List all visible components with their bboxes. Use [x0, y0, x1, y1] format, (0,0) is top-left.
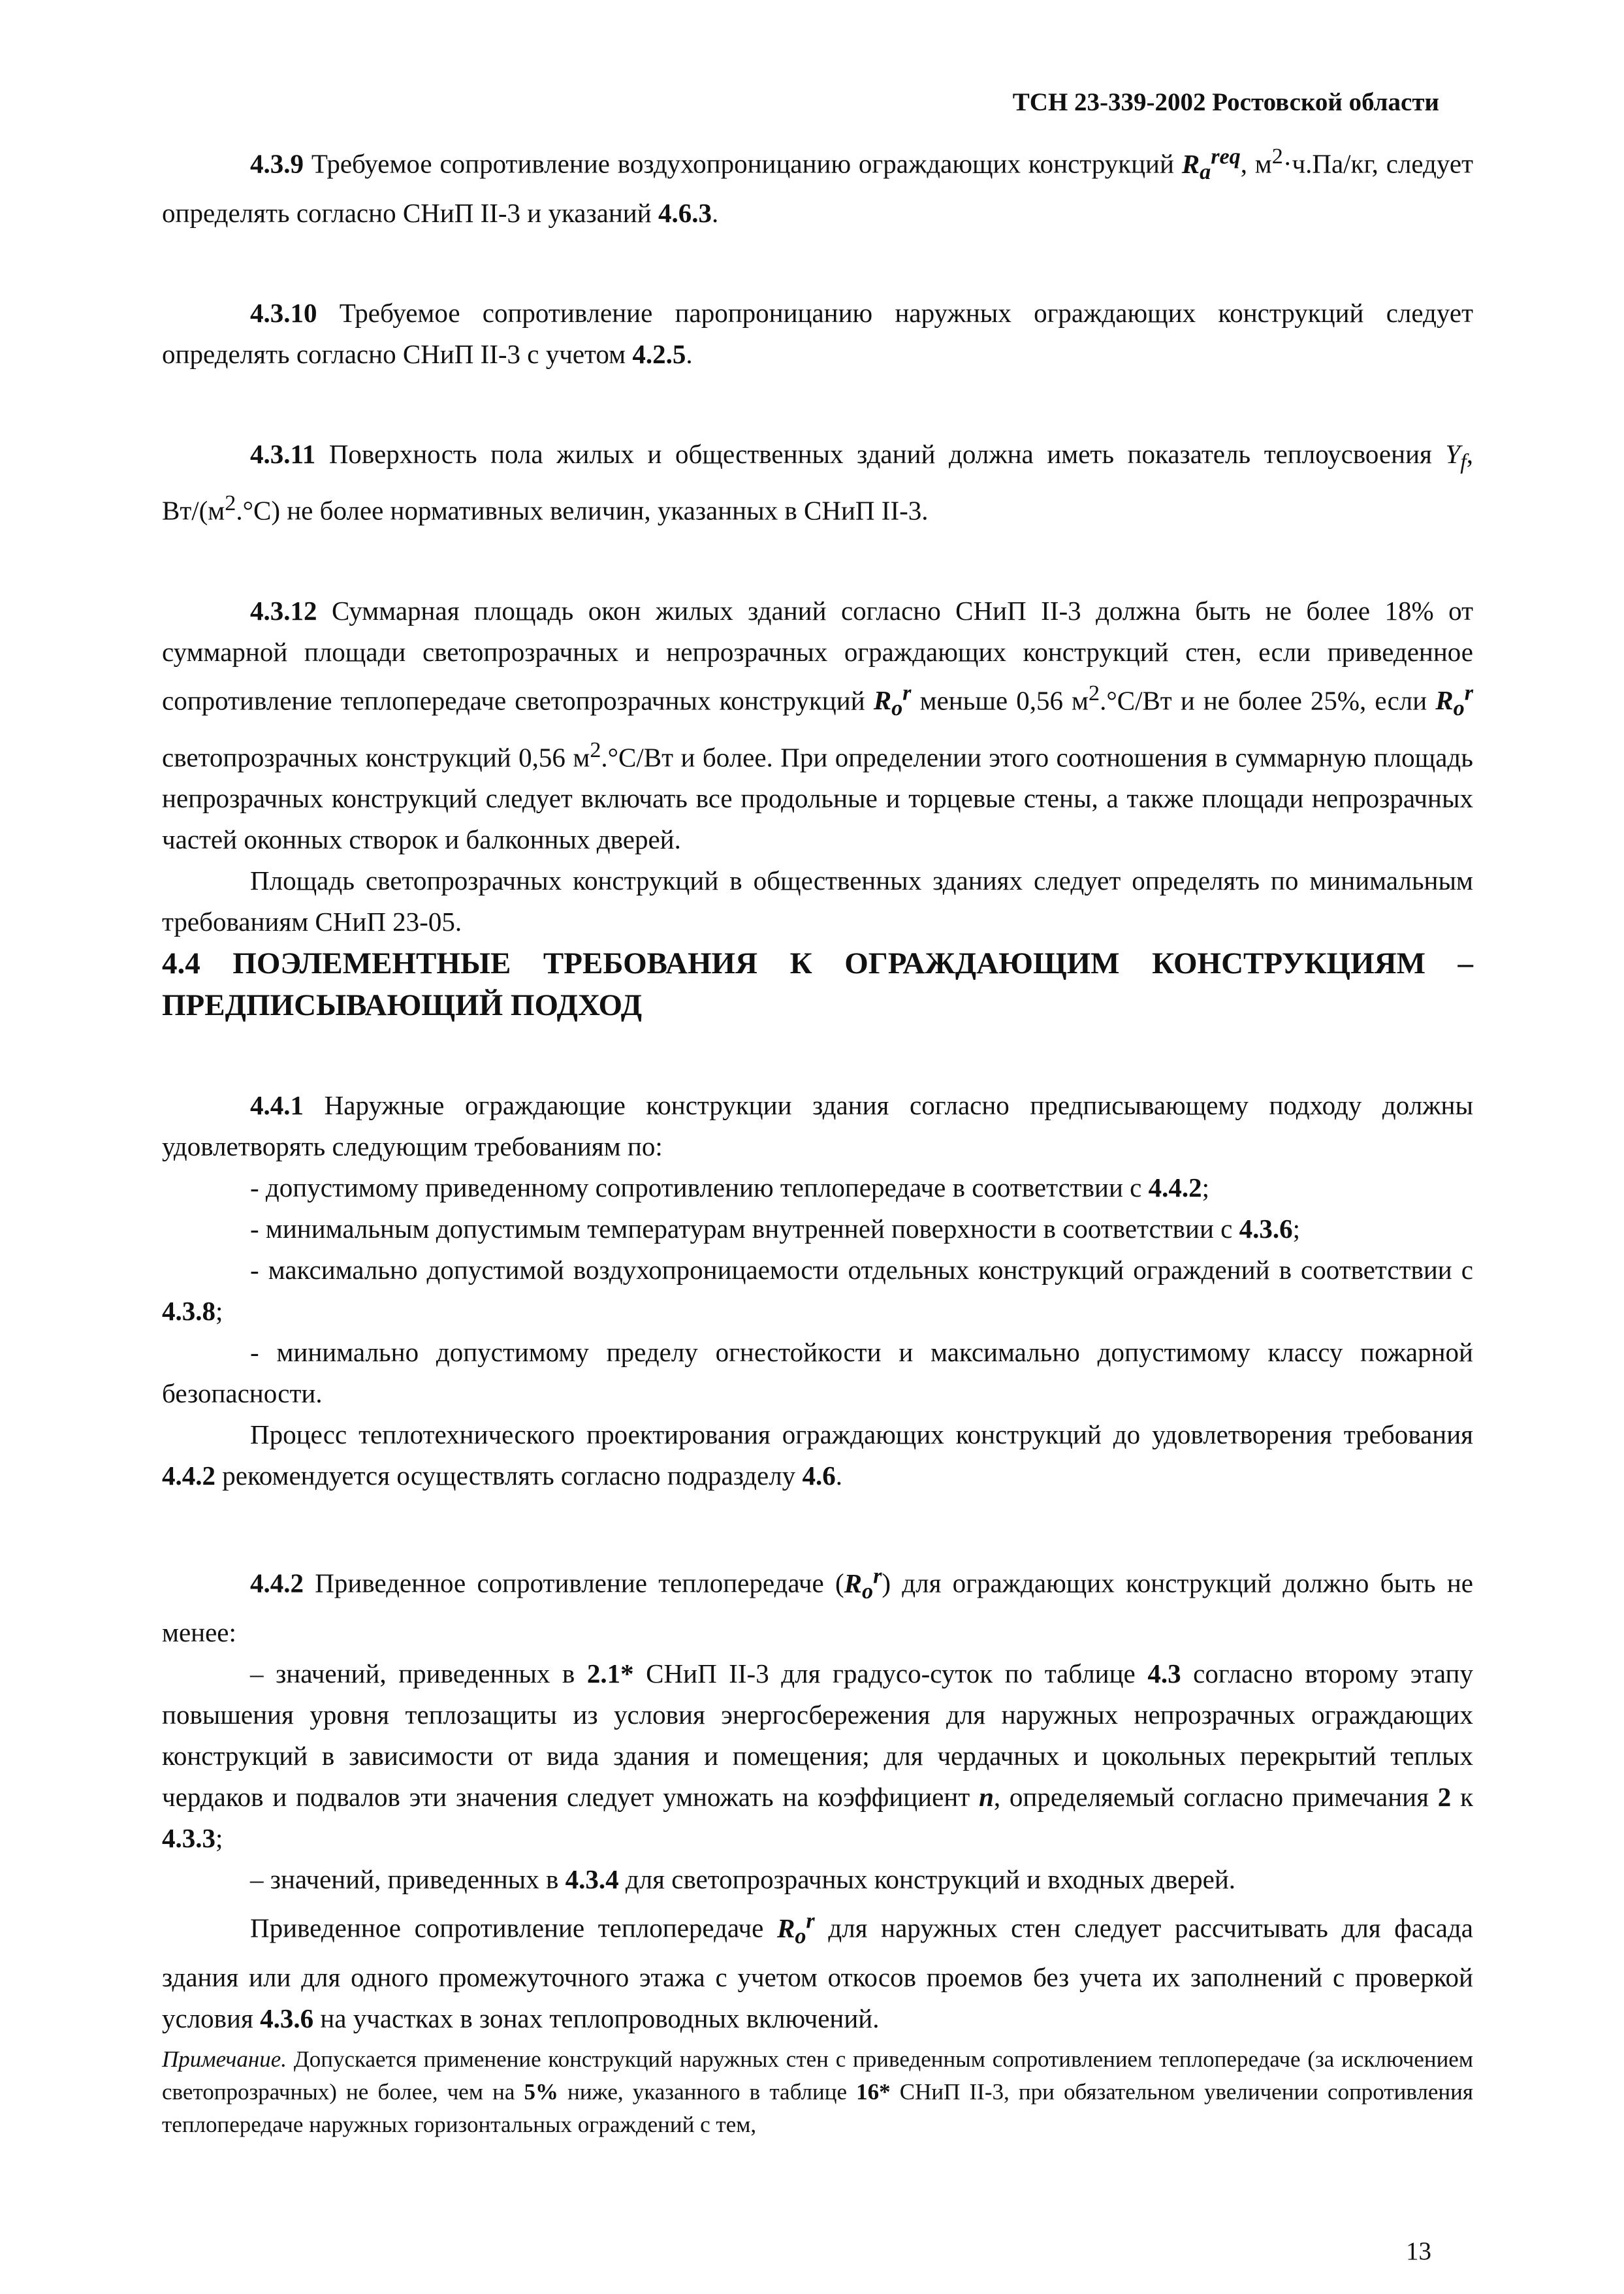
clause-number: 4.3.9: [250, 148, 304, 179]
note: Примечание. Допускается применение конструкций наружных стен с приведенным сопротивлением теплопередаче (за исключением светопрозрачных) не более, чем на 5% ниже, указанного в таблице 16* СНиП II-3, при обязательном увеличении сопротивления теплопередаче наружных горизонтальных ограждений с тем,: [162, 2046, 1473, 2137]
paragraph-4-4-1-process: Процесс теплотехнического проектирования ограждающих конструкций до удовлетворения требования 4.4.2 рекомендуется осуществлять согласно подразделу 4.6.: [162, 1419, 1473, 1491]
list-item: - минимальным допустимым температурам внутренней поверхности в соответствии с 4.3.6;: [250, 1214, 1300, 1244]
clause-number: 4.3.12: [250, 595, 317, 626]
paragraph-4-3-9: 4.3.9 Требуемое сопротивление воздухопроницанию ограждающих конструкций $R_a^{req}$, $м^2\cdot ч.Па/кг$, следует определять согласно СНиП II-3 и указаний 4.6.3.: [162, 144, 1473, 228]
clause-number: 4.3.11: [250, 438, 316, 469]
page-body: [162, 136, 1473, 2141]
clause-number: 4.3.10: [250, 297, 317, 328]
section-heading-4-4: 4.4 ПОЭЛЕМЕНТНЫЕ ТРЕБОВАНИЯ К ОГРАЖДАЮЩИМ КОНСТРУКЦИЯМ – ПРЕДПИСЫВАЮЩИЙ ПОДХОД: [162, 946, 1473, 1023]
paragraph-4-4-1: 4.4.1 Наружные ограждающие конструкции здания согласно предписывающему подходу должны удовлетворять следующим требованиям по:: [162, 1090, 1473, 1162]
list-item: – значений, приведенных в 2.1* СНиП II-3 для градусо-суток по таблице 4.3 согласно второму этапу повышения уровня теплозащиты из условия энергосбережения для наружных непрозрачных ограждающих конструкций в зависимости от вида здания и помещения; для чердачных и цокольных перекрытий теплых чердаков и подвалов эти значения следует умножать на коэффициент n, определяемый согласно примечания 2 к 4.3.3;: [162, 1658, 1473, 1854]
paragraph-4-3-11: 4.3.11 Поверхность пола жилых и общественных зданий должна иметь показатель теплоусвоения $Y_f$, $Вт/(м^2.^\circ С)$ не более нормативных величин, указанных в СНиП II-3.: [162, 438, 1473, 526]
list-item: – значений, приведенных в 4.3.4 для светопрозрачных конструкций и входных дверей.: [250, 1864, 1236, 1895]
paragraph-4-3-12: 4.3.12 Суммарная площадь окон жилых зданий согласно СНиП II-3 должна быть не более 18% от суммарной площади светопрозрачных и непрозрачных ограждающих конструкций стен, если приведенное сопротивление теплопередаче светопрозрачных конструкций $R_o^r$ меньше 0,56 $м^2.^\circ С/Вт$ и не более 25%, если $R_o^r$ светопрозрачных конструкций 0,56 $м^2.^\circ С/Вт$ и более. При определении этого соотношения в суммарную площадь непрозрачных конструкций следует включать все продольные и торцевые стены, а также площади непрозрачных частей оконных створок и балконных дверей.: [162, 595, 1473, 855]
paragraph-4-4-2: 4.4.2 Приведенное сопротивление теплопередаче $(R_o^r)$ для ограждающих конструкций должно быть не менее:: [162, 1564, 1473, 1648]
page-number: 13: [1406, 2237, 1431, 2265]
document-header: ТСН 23-339-2002 Ростовской области: [1012, 88, 1439, 116]
paragraph-4-4-2-walls: Приведенное сопротивление теплопередаче $R_o^r$ для наружных стен следует рассчитывать для фасада здания или для одного промежуточного этажа с учетом откосов проемов без учета их заполнений с проверкой условия 4.3.6 на участках в зонах теплопроводных включений.: [162, 1909, 1473, 2033]
list-item: - минимально допустимому пределу огнестойкости и максимально допустимому классу пожарной безопасности.: [162, 1337, 1473, 1409]
list-item: - максимально допустимой воздухопроницаемости отдельных конструкций ограждений в соответствии с 4.3.8;: [162, 1255, 1473, 1327]
paragraph-4-3-12-public: Площадь светопрозрачных конструкций в общественных зданиях следует определять по минимальным требованиям СНиП 23-05.: [162, 865, 1473, 937]
clause-number: 4.4.2: [250, 1568, 304, 1598]
note-label: Примечание.: [162, 2046, 287, 2072]
clause-number: 4.4.1: [250, 1090, 304, 1121]
list-item: - допустимому приведенному сопротивлению теплопередаче в соответствии с 4.4.2;: [250, 1172, 1210, 1203]
paragraph-4-3-10: 4.3.10 Требуемое сопротивление паропроницанию наружных ограждающих конструкций следует определять согласно СНиП II-3 с учетом 4.2.5.: [162, 297, 1473, 369]
